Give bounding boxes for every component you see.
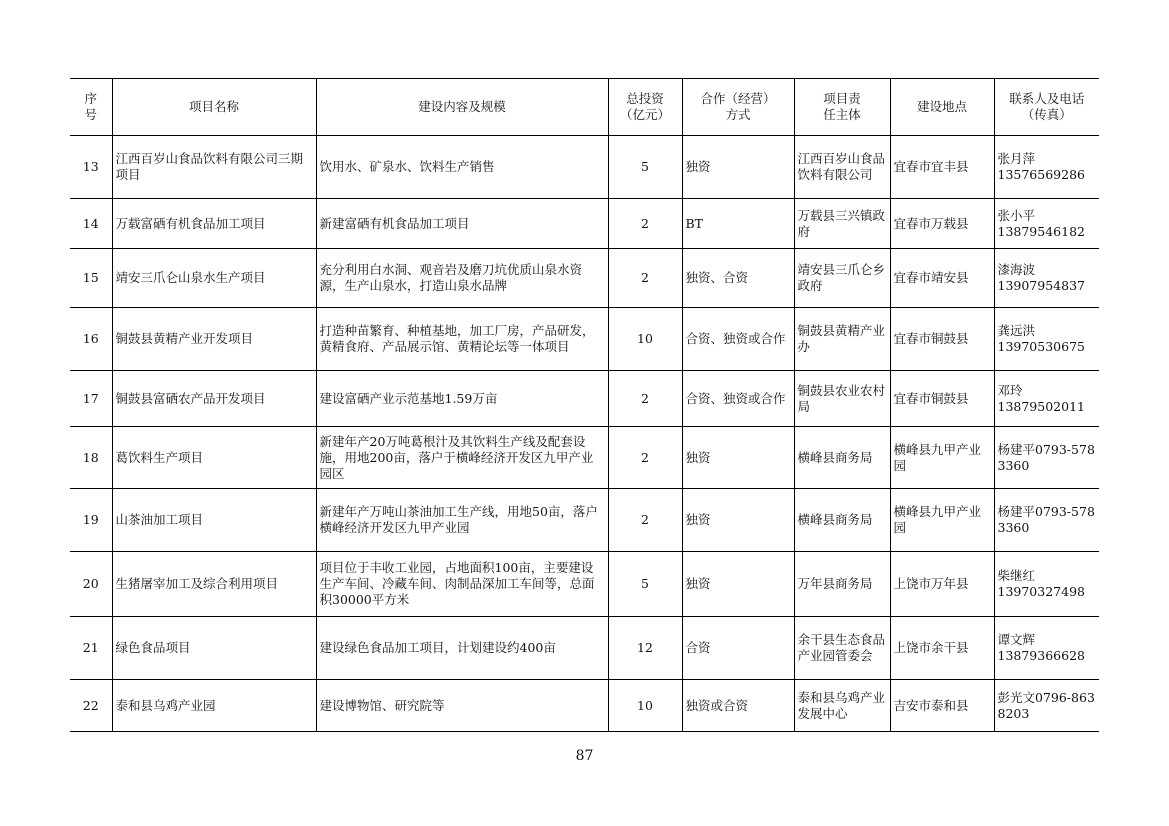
row-mode: 独资、合资 [682,249,794,308]
row-location: 宜春市靖安县 [890,249,994,308]
table-row [70,489,1099,552]
row-location: 上饶市余干县 [890,617,994,680]
row-owner: 靖安县三爪仑乡政府 [794,249,890,308]
row-investment: 2 [608,199,682,249]
row-investment: 2 [608,249,682,308]
table-row [70,249,1099,308]
row-contact: 彭光文0796-8638203 [994,680,1099,732]
header-investment: 总投资 （亿元） [608,79,682,136]
table-row [70,136,1099,199]
header-mode: 合作（经营） 方式 [682,79,794,136]
row-project-name: 万载富硒有机食品加工项目 [112,199,316,249]
row-contact: 柴继红 13970327498 [994,552,1099,617]
row-contact: 张小平 13879546182 [994,199,1099,249]
row-owner: 铜鼓县农业农村局 [794,371,890,427]
row-mode: 独资 [682,427,794,489]
row-mode: 合资、独资或合作 [682,308,794,371]
row-no: 21 [70,617,112,680]
row-owner: 横峰县商务局 [794,489,890,552]
header-content: 建设内容及规模 [316,79,608,136]
row-project-name: 生猪屠宰加工及综合利用项目 [112,552,316,617]
row-no: 16 [70,308,112,371]
row-contact: 龚远洪 13970530675 [994,308,1099,371]
row-content: 打造种苗繁育、种植基地，加工厂房，产品研发，黄精食府、产品展示馆、黄精论坛等一体项目 [316,308,608,371]
row-project-name: 泰和县乌鸡产业园 [112,680,316,732]
row-project-name: 靖安三爪仑山泉水生产项目 [112,249,316,308]
row-owner: 万载县三兴镇政府 [794,199,890,249]
row-content: 新建年产20万吨葛根汁及其饮料生产线及配套设施，用地200亩，落户于横峰经济开发区九甲产业园区 [316,427,608,489]
row-location: 吉安市泰和县 [890,680,994,732]
table-row [70,552,1099,617]
row-mode: 独资或合资 [682,680,794,732]
header-project-name: 项目名称 [112,79,316,136]
row-no: 20 [70,552,112,617]
table-row [70,199,1099,249]
row-mode: 独资 [682,489,794,552]
row-no: 17 [70,371,112,427]
row-no: 13 [70,136,112,199]
row-location: 横峰县九甲产业园 [890,427,994,489]
row-mode: BT [682,199,794,249]
row-mode: 合资 [682,617,794,680]
row-investment: 12 [608,617,682,680]
table-row [70,427,1099,489]
row-mode: 独资 [682,136,794,199]
table-row [70,371,1099,427]
header-owner: 项目责 任主体 [794,79,890,136]
header-row [70,79,1099,136]
row-owner: 横峰县商务局 [794,427,890,489]
row-content: 建设绿色食品加工项目，计划建设约400亩 [316,617,608,680]
row-contact: 漆海波 13907954837 [994,249,1099,308]
table-row [70,308,1099,371]
row-location: 宜春市铜鼓县 [890,371,994,427]
row-project-name: 铜鼓县黄精产业开发项目 [112,308,316,371]
row-location: 上饶市万年县 [890,552,994,617]
row-owner: 铜鼓县黄精产业办 [794,308,890,371]
row-owner: 江西百岁山食品饮料有限公司 [794,136,890,199]
row-location: 宜春市铜鼓县 [890,308,994,371]
row-content: 项目位于丰收工业园，占地面积100亩，主要建设生产车间、冷藏车间、肉制品深加工车间等，总面积30000平方米 [316,552,608,617]
row-no: 22 [70,680,112,732]
header-location: 建设地点 [890,79,994,136]
row-investment: 10 [608,680,682,732]
row-project-name: 铜鼓县富硒农产品开发项目 [112,371,316,427]
row-owner: 万年县商务局 [794,552,890,617]
row-mode: 合资、独资或合作 [682,371,794,427]
row-content: 饮用水、矿泉水、饮料生产销售 [316,136,608,199]
row-no: 15 [70,249,112,308]
header-contact: 联系人及电话 （传真） [994,79,1099,136]
row-contact: 杨建平0793-5783360 [994,489,1099,552]
row-investment: 2 [608,427,682,489]
row-no: 18 [70,427,112,489]
row-content: 建设博物馆、研究院等 [316,680,608,732]
project-table [70,78,1099,732]
row-investment: 2 [608,371,682,427]
row-investment: 10 [608,308,682,371]
row-no: 14 [70,199,112,249]
row-location: 宜春市宜丰县 [890,136,994,199]
row-contact: 张月萍 13576569286 [994,136,1099,199]
page-number: 87 [575,748,594,764]
row-project-name: 山茶油加工项目 [112,489,316,552]
row-investment: 2 [608,489,682,552]
row-investment: 5 [608,136,682,199]
row-content: 充分利用白水洞、观音岩及磨刀坑优质山泉水资源，生产山泉水，打造山泉水品牌 [316,249,608,308]
row-contact: 谭文辉 13879366628 [994,617,1099,680]
header-no: 序 号 [70,79,112,136]
row-project-name: 江西百岁山食品饮料有限公司三期项目 [112,136,316,199]
row-project-name: 葛饮料生产项目 [112,427,316,489]
row-content: 新建富硒有机食品加工项目 [316,199,608,249]
row-contact: 邓玲 13879502011 [994,371,1099,427]
row-contact: 杨建平0793-5783360 [994,427,1099,489]
row-project-name: 绿色食品项目 [112,617,316,680]
row-no: 19 [70,489,112,552]
table-row [70,617,1099,680]
row-mode: 独资 [682,552,794,617]
row-location: 宜春市万载县 [890,199,994,249]
row-owner: 泰和县乌鸡产业发展中心 [794,680,890,732]
table-row [70,680,1099,732]
row-content: 建设富硒产业示范基地1.59万亩 [316,371,608,427]
row-location: 横峰县九甲产业园 [890,489,994,552]
row-content: 新建年产万吨山茶油加工生产线，用地50亩，落户横峰经济开发区九甲产业园 [316,489,608,552]
row-owner: 余干县生态食品产业园管委会 [794,617,890,680]
row-investment: 5 [608,552,682,617]
